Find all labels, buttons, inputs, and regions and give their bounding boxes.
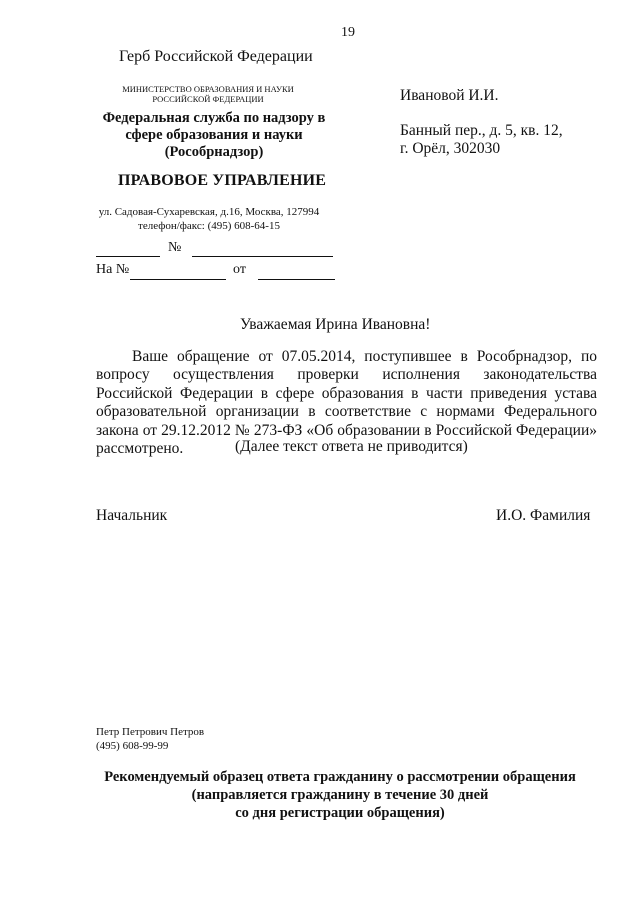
omitted-note: (Далее текст ответа не приводится) [235, 438, 468, 455]
sender-address [96, 205, 322, 233]
template-caption [60, 768, 620, 822]
caption-line: Рекомендуемый образец ответа гражданину о рассмотрении обращения [104, 769, 576, 785]
agency-line: сфере образования и науки [125, 127, 303, 143]
reg-number-blank [192, 256, 333, 257]
address-line: телефон/факс: (495) 608-64-15 [138, 220, 280, 232]
ministry-line: МИНИСТЕРСТВО ОБРАЗОВАНИЯ И НАУКИ [122, 84, 294, 94]
reg-number-label: № [168, 240, 182, 255]
ministry-line: РОССИЙСКОЙ ФЕДЕРАЦИИ [152, 94, 264, 104]
department-title: ПРАВОВОЕ УПРАВЛЕНИЕ [118, 172, 327, 189]
executor-phone: (495) 608-99-99 [96, 740, 169, 752]
recipient-address-line: Банный пер., д. 5, кв. 12, [400, 122, 563, 139]
body-paragraph: Ваше обращение от 07.05.2014, поступившее в Рособрнадзор, по вопросу осуществления проверки исполнения законодательства Российской Федерации в сфере образования в части приведения устава образовательной организации в соответствие с нормами Федерального закона от 29.12.2012 № 273-ФЗ «Об образовании в Российской Федерации» рассмотрено. [96, 348, 597, 458]
coat-of-arms-caption: Герб Российской Федерации [119, 48, 313, 65]
executor-info [96, 725, 204, 753]
caption-line: со дня регистрации обращения) [235, 805, 445, 821]
reg-date-blank [96, 256, 160, 257]
in-reply-date-label: от [233, 262, 246, 277]
in-reply-label: На № [96, 262, 130, 277]
agency-name [96, 110, 332, 161]
page-number: 19 [341, 25, 355, 40]
recipient-address-line: г. Орёл, 302030 [400, 140, 501, 157]
ministry-name [115, 84, 301, 104]
agency-line: Федеральная служба по надзору в [102, 110, 326, 126]
signatory-name: И.О. Фамилия [496, 507, 591, 524]
caption-line: (направляется гражданину в течение 30 дней [191, 787, 489, 803]
executor-name: Петр Петрович Петров [96, 726, 205, 738]
salutation: Уважаемая Ирина Ивановна! [240, 316, 431, 333]
in-reply-number-blank [130, 279, 226, 280]
recipient-name: Ивановой И.И. [400, 87, 499, 104]
in-reply-date-blank [258, 279, 335, 280]
signatory-title: Начальник [96, 507, 168, 524]
agency-line: (Рособрнадзор) [164, 144, 264, 160]
address-line: ул. Садовая-Сухаревская, д.16, Москва, 127994 [98, 206, 320, 218]
